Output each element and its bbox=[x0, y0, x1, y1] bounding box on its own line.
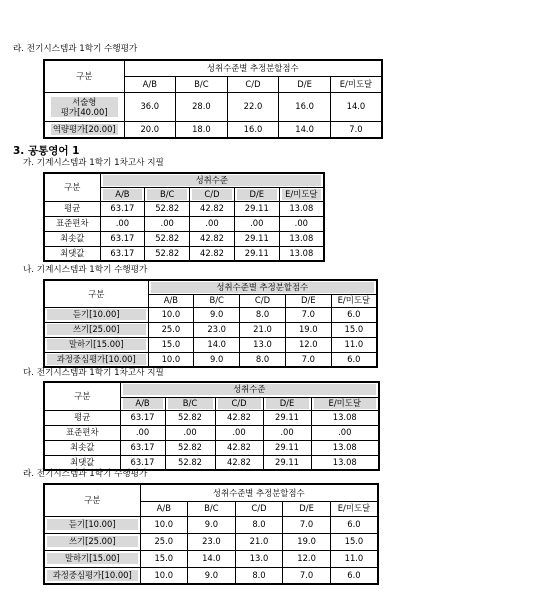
caption-t2: 나. 기계시스템과 1학기 수행평가 bbox=[23, 265, 148, 275]
row-label: 말하기[15.00] bbox=[47, 339, 146, 350]
header-gubun: 구분 bbox=[44, 280, 148, 307]
row-label: 서술형 평가[40.00] bbox=[51, 97, 118, 117]
grade-header: D/E bbox=[279, 76, 331, 92]
cell: 13.08 bbox=[311, 440, 379, 455]
cell: 9.0 bbox=[188, 516, 236, 533]
cell: 6.0 bbox=[330, 516, 378, 533]
cell: 63.17 bbox=[120, 440, 165, 455]
row-label: 과정중심평가[10.00] bbox=[47, 570, 138, 581]
row-label: 표준편차 bbox=[44, 216, 100, 231]
cell: 13.08 bbox=[279, 231, 324, 246]
cell: 8.0 bbox=[235, 567, 283, 584]
cell: 42.82 bbox=[215, 410, 263, 425]
cell: 52.82 bbox=[165, 455, 215, 470]
cell: .00 bbox=[190, 216, 235, 231]
cell: 42.82 bbox=[215, 440, 263, 455]
cell: 10.0 bbox=[148, 352, 194, 367]
row-label: 말하기[15.00] bbox=[47, 553, 138, 564]
cell: 21.0 bbox=[240, 322, 286, 337]
cell: .00 bbox=[263, 425, 311, 440]
cell: 63.17 bbox=[120, 455, 165, 470]
grade-header: B/C bbox=[168, 398, 213, 409]
cell: 42.82 bbox=[215, 455, 263, 470]
cell: 7.0 bbox=[285, 307, 331, 322]
header-title: 성취수준별 추정분할점수 bbox=[151, 282, 375, 293]
cell: 16.0 bbox=[227, 121, 279, 138]
cell: 14.0 bbox=[188, 550, 236, 567]
row-label: 평균 bbox=[44, 410, 120, 425]
cell: .00 bbox=[215, 425, 263, 440]
cell: .00 bbox=[100, 216, 145, 231]
header-title: 성취수준별 추정분할점수 bbox=[140, 484, 378, 501]
row-label: 쓰기[25.00] bbox=[47, 536, 138, 547]
table-row bbox=[44, 550, 378, 567]
grade-header: E/미도달 bbox=[330, 501, 378, 516]
grade-header: E/미도달 bbox=[314, 398, 377, 409]
cell: 9.0 bbox=[194, 307, 240, 322]
cell: 15.0 bbox=[331, 322, 377, 337]
cell: 13.08 bbox=[279, 246, 324, 261]
row-label: 최솟값 bbox=[44, 440, 120, 455]
cell: 52.82 bbox=[145, 246, 190, 261]
cell: 7.0 bbox=[285, 352, 331, 367]
header-title: 성취수준별 추정분할점수 bbox=[124, 60, 382, 76]
cell: 29.11 bbox=[234, 246, 279, 261]
cell: .00 bbox=[279, 216, 324, 231]
cell: 52.82 bbox=[165, 440, 215, 455]
grade-header: A/B bbox=[148, 294, 194, 307]
grade-header: C/D bbox=[235, 501, 283, 516]
cell: 13.08 bbox=[311, 410, 379, 425]
row-label: 과정중심평가[10.00] bbox=[47, 354, 146, 365]
cell: 8.0 bbox=[235, 516, 283, 533]
cell: 52.82 bbox=[165, 410, 215, 425]
cell: .00 bbox=[145, 216, 190, 231]
cell: 13.08 bbox=[279, 201, 324, 216]
cell: 14.0 bbox=[279, 121, 331, 138]
grade-header: D/E bbox=[237, 189, 277, 200]
cell: 14.0 bbox=[330, 92, 382, 121]
table-row bbox=[44, 455, 379, 470]
grade-header: D/E bbox=[266, 398, 309, 409]
grade-header: C/D bbox=[218, 398, 261, 409]
table-t4 bbox=[43, 483, 379, 585]
cell: 15.0 bbox=[140, 550, 188, 567]
cell: 25.0 bbox=[148, 322, 194, 337]
table-row bbox=[44, 567, 378, 584]
cell: 29.11 bbox=[234, 201, 279, 216]
cell: 52.82 bbox=[145, 201, 190, 216]
grade-header: A/B bbox=[124, 76, 176, 92]
table-row bbox=[44, 440, 379, 455]
cell: 7.0 bbox=[330, 121, 382, 138]
table-t3 bbox=[43, 381, 380, 471]
caption-t4: 라. 전기시스템과 1학기 수행평가 bbox=[23, 469, 148, 479]
row-label: 최댓값 bbox=[44, 246, 100, 261]
cell: 63.17 bbox=[100, 246, 145, 261]
header-title: 성취수준 bbox=[103, 175, 322, 186]
row-label: 듣기[10.00] bbox=[47, 519, 138, 530]
cell: 19.0 bbox=[285, 322, 331, 337]
cell: 12.0 bbox=[285, 337, 331, 352]
grade-header: E/미도달 bbox=[282, 189, 321, 200]
row-label: 표준편차 bbox=[44, 425, 120, 440]
cell: 23.0 bbox=[194, 322, 240, 337]
cell: 29.11 bbox=[263, 440, 311, 455]
row-label: 역량평가[20.00] bbox=[52, 123, 116, 134]
cell: 28.0 bbox=[176, 92, 228, 121]
caption-t3: 다. 전기시스템과 1학기 1차고사 지필 bbox=[23, 368, 164, 378]
cell: 13.08 bbox=[311, 455, 379, 470]
grade-header: D/E bbox=[283, 501, 331, 516]
cell: 9.0 bbox=[194, 352, 240, 367]
cell: 8.0 bbox=[240, 307, 286, 322]
grade-header: C/D bbox=[192, 189, 232, 200]
grade-header: A/B bbox=[103, 189, 143, 200]
cell: 29.11 bbox=[263, 410, 311, 425]
section-title: 3. 공통영어 1 bbox=[13, 145, 80, 157]
cell: 11.0 bbox=[331, 337, 377, 352]
cell: 63.17 bbox=[100, 201, 145, 216]
cell: 15.0 bbox=[148, 337, 194, 352]
cell: 11.0 bbox=[330, 550, 378, 567]
cell: 16.0 bbox=[279, 92, 331, 121]
cell: 63.17 bbox=[100, 231, 145, 246]
row-label: 듣기[10.00] bbox=[47, 309, 146, 320]
grade-header: A/B bbox=[140, 501, 188, 516]
cell: 25.0 bbox=[140, 533, 188, 550]
cell: .00 bbox=[311, 425, 379, 440]
row-label: 최댓값 bbox=[44, 455, 120, 470]
table-row bbox=[44, 246, 324, 261]
grade-header: B/C bbox=[176, 76, 228, 92]
table-s2-ra bbox=[43, 59, 383, 139]
cell: 6.0 bbox=[331, 352, 377, 367]
table-row bbox=[44, 216, 324, 231]
row-label: 최솟값 bbox=[44, 231, 100, 246]
header-gubun: 구분 bbox=[44, 484, 140, 516]
table-row bbox=[44, 425, 379, 440]
cell: 29.11 bbox=[263, 455, 311, 470]
cell: 63.17 bbox=[120, 410, 165, 425]
cell: 19.0 bbox=[283, 533, 331, 550]
table-row bbox=[44, 121, 382, 138]
cell: .00 bbox=[120, 425, 165, 440]
table-row bbox=[44, 201, 324, 216]
table-row bbox=[44, 92, 382, 121]
header-gubun: 구분 bbox=[44, 173, 100, 201]
table-t2 bbox=[43, 279, 378, 368]
cell: 13.0 bbox=[235, 550, 283, 567]
cell: 42.82 bbox=[190, 246, 235, 261]
grade-header: A/B bbox=[123, 398, 163, 409]
cell: 15.0 bbox=[330, 533, 378, 550]
cell: 6.0 bbox=[330, 567, 378, 584]
table-row bbox=[44, 516, 378, 533]
grade-header: B/C bbox=[147, 189, 187, 200]
cell: 10.0 bbox=[140, 516, 188, 533]
header-title: 성취수준 bbox=[123, 384, 377, 395]
caption-t1: 가. 기계시스템과 1학기 1차고사 지필 bbox=[23, 158, 164, 168]
grade-header: B/C bbox=[188, 501, 236, 516]
table-row bbox=[44, 352, 377, 367]
cell: 7.0 bbox=[283, 567, 331, 584]
table-row bbox=[44, 322, 377, 337]
cell: 52.82 bbox=[145, 231, 190, 246]
table-t1 bbox=[43, 172, 325, 262]
cell: 18.0 bbox=[176, 121, 228, 138]
cell: 10.0 bbox=[148, 307, 194, 322]
table-row bbox=[44, 533, 378, 550]
header-gubun: 구분 bbox=[44, 382, 120, 410]
header-gubun: 구분 bbox=[44, 60, 124, 92]
grade-header: C/D bbox=[240, 294, 286, 307]
cell: 7.0 bbox=[283, 516, 331, 533]
cell: 6.0 bbox=[331, 307, 377, 322]
cell: .00 bbox=[165, 425, 215, 440]
table-row bbox=[44, 410, 379, 425]
cell: 23.0 bbox=[188, 533, 236, 550]
cell: 36.0 bbox=[124, 92, 176, 121]
table-row bbox=[44, 337, 377, 352]
cell: 22.0 bbox=[227, 92, 279, 121]
cell: 14.0 bbox=[194, 337, 240, 352]
grade-header: E/미도달 bbox=[331, 294, 377, 307]
caption-s2-ra: 라. 전기시스템과 1학기 수행평가 bbox=[13, 44, 138, 54]
cell: 42.82 bbox=[190, 231, 235, 246]
cell: 12.0 bbox=[283, 550, 331, 567]
row-label: 평균 bbox=[44, 201, 100, 216]
cell: 9.0 bbox=[188, 567, 236, 584]
cell: 10.0 bbox=[140, 567, 188, 584]
cell: 29.11 bbox=[234, 231, 279, 246]
table-row bbox=[44, 307, 377, 322]
row-label: 쓰기[25.00] bbox=[47, 324, 146, 335]
grade-header: E/미도달 bbox=[330, 76, 382, 92]
cell: 21.0 bbox=[235, 533, 283, 550]
cell: 8.0 bbox=[240, 352, 286, 367]
grade-header: B/C bbox=[194, 294, 240, 307]
cell: .00 bbox=[234, 216, 279, 231]
grade-header: C/D bbox=[227, 76, 279, 92]
cell: 13.0 bbox=[240, 337, 286, 352]
cell: 20.0 bbox=[124, 121, 176, 138]
table-row bbox=[44, 231, 324, 246]
cell: 42.82 bbox=[190, 201, 235, 216]
grade-header: D/E bbox=[285, 294, 331, 307]
